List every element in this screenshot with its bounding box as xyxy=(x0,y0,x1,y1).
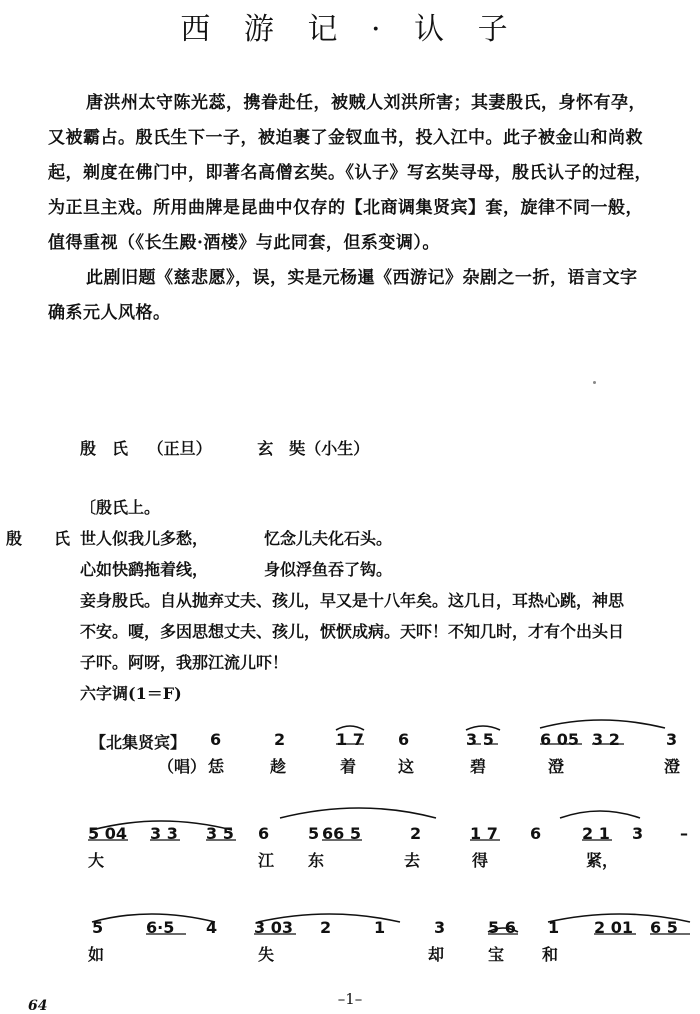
lyric: 和 xyxy=(542,945,559,964)
cast-type-zhengdan: （正旦） xyxy=(147,439,212,458)
note: 1 7 xyxy=(470,824,498,843)
note: 3 5 xyxy=(466,730,494,749)
lyric: 澄 xyxy=(548,757,565,776)
note: 2 xyxy=(410,824,422,843)
lyric: 澄 xyxy=(664,757,681,776)
corner-page-number: 64 xyxy=(28,998,48,1014)
speech-line: 妾身殷氏。自从抛弃丈夫、孩儿，早又是十八年矣。这几日，耳热心跳，神思 xyxy=(80,591,625,610)
lyric: 趁 xyxy=(270,757,287,776)
lyric: 失 xyxy=(258,945,275,964)
note: 4 xyxy=(206,918,218,937)
cast-role-yinshi: 殷 氏 xyxy=(80,439,129,458)
note: 5 6 xyxy=(488,918,516,937)
note: 3 3 xyxy=(150,824,178,843)
note: 3 xyxy=(666,730,678,749)
speech-line: 子吓。阿呀，我那江流儿吓！ xyxy=(80,653,289,672)
verse-line xyxy=(80,523,692,554)
note: 2 xyxy=(320,918,332,937)
note: 2 xyxy=(274,730,286,749)
verse-half: 身似浮鱼吞了钩。 xyxy=(264,560,393,579)
note: 2 01 xyxy=(594,918,633,937)
dialogue-block xyxy=(80,492,692,709)
note: 5 xyxy=(308,824,320,843)
cast-role-xuanzang: 玄 奘 xyxy=(257,439,306,458)
lyric: 东 xyxy=(308,851,325,870)
verse-half: 心如快鹞拖着线， xyxy=(80,560,209,579)
speaker-label: 殷 氏 xyxy=(6,529,79,548)
note: 2 1 xyxy=(582,824,610,843)
intro-paragraph-2: 此剧旧题《慈悲愿》，误，实是元杨暹《西游记》杂剧之一折，语言文字确系元人风格。 xyxy=(48,268,638,323)
note: 3 03 xyxy=(254,918,293,937)
note: 66 5 xyxy=(322,824,361,843)
note: 6 xyxy=(210,730,222,749)
lyric: 大 xyxy=(88,851,105,870)
lyric: 宝 xyxy=(488,945,505,964)
note: 6 xyxy=(258,824,270,843)
page-number: –1– xyxy=(337,990,363,1008)
cast-list xyxy=(80,436,369,459)
scan-speck xyxy=(593,381,596,384)
lyric: 却 xyxy=(428,945,445,964)
lyric: 如 xyxy=(88,945,105,964)
lyric: 着 xyxy=(340,757,357,776)
verse-half: 世人似我儿多愁， xyxy=(80,529,209,548)
key-signature: 六字调(1＝F) xyxy=(80,684,182,703)
lyric: 江 xyxy=(258,851,275,870)
introduction xyxy=(48,86,652,331)
note: 1 7 xyxy=(336,730,364,749)
note: 3 xyxy=(632,824,644,843)
note: 1 xyxy=(374,918,386,937)
tune-name: 【北集贤宾】 xyxy=(90,733,187,752)
note: 6 05 xyxy=(540,730,579,749)
lyric: 这 xyxy=(398,757,415,776)
note: 6 5 xyxy=(650,918,678,937)
note: 3 5 xyxy=(206,824,234,843)
note: 1 xyxy=(548,918,560,937)
lyric: 紧， xyxy=(586,851,619,870)
note: 3 2 xyxy=(592,730,620,749)
note: 6·5 xyxy=(146,918,175,937)
sing-mark: （唱） xyxy=(158,757,207,776)
note: 6 xyxy=(398,730,410,749)
note: 6 xyxy=(530,824,542,843)
lyric: 恁 xyxy=(208,757,225,776)
note: 3 xyxy=(434,918,446,937)
lyric: 得 xyxy=(472,851,489,870)
stage-direction: 〔殷氏上。 xyxy=(80,498,161,517)
jianpu-score xyxy=(0,700,700,990)
speech-line: 不安。嗄，多因思想丈夫、孩儿，恹恹成病。天吓！不知几时，才有个出头日 xyxy=(80,622,625,641)
verse-line xyxy=(80,554,692,585)
verse-half: 忆念儿夫化石头。 xyxy=(264,529,393,548)
note: 5 xyxy=(92,918,104,937)
lyric: 去 xyxy=(404,851,421,870)
cast-type-xiaosheng: （小生） xyxy=(305,439,370,458)
lyric: 碧 xyxy=(470,757,487,776)
note: 5 04 xyxy=(88,824,127,843)
page-title: 西 游 记 · 认 子 xyxy=(180,12,520,47)
note: – xyxy=(680,824,688,843)
intro-paragraph-1: 唐洪州太守陈光蕊，携眷赴任，被贼人刘洪所害；其妻殷氏，身怀有孕，又被霸占。殷氏生下一子，被迫裹了金钗血书，投入江中。此子被金山和尚救起，剃度在佛门中，即著名高僧玄奘。《认子》写玄奘寻母，殷氏认子的过程，为正旦主戏。所用曲牌是昆曲中仅存的【北商调集贤宾】套，旋律不同一般，值得重视（《长生殿·酒楼》与此同套，但系变调）。 xyxy=(48,93,652,253)
